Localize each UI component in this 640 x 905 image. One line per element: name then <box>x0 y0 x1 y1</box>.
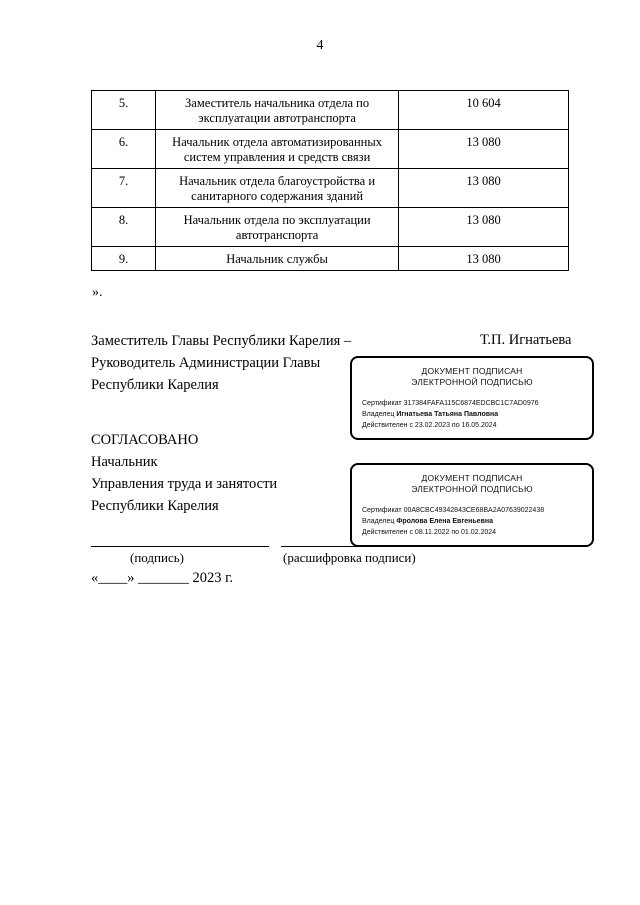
table-row <box>92 247 569 271</box>
deputy-title-line: Республики Карелия <box>91 377 219 393</box>
row-number: 5. <box>92 91 156 130</box>
agreed-line: Начальник <box>91 454 158 470</box>
decoding-line <box>281 546 581 547</box>
table-row <box>92 208 569 247</box>
salary-table <box>91 90 569 271</box>
signature-line <box>91 546 269 547</box>
stamp-certificate: Сертификат 317384FAFA115C6874EDCBC1C7AD0976 <box>362 400 539 407</box>
stamp-validity: Действителен с 23.02.2023 по 16.05.2024 <box>362 422 497 429</box>
decoding-caption: (расшифровка подписи) <box>283 550 416 565</box>
deputy-title-line: Заместитель Главы Республики Карелия – <box>91 333 352 349</box>
signature-lines <box>91 546 611 548</box>
row-number: 9. <box>92 247 156 271</box>
deputy-title-line: Руководитель Администрации Главы <box>91 355 321 371</box>
table-row <box>92 91 569 130</box>
stamp-owner: Владелец Игнатьева Татьяна Павловна <box>362 411 499 418</box>
row-position: Заместитель начальника отдела по эксплуатации автотранспорта <box>156 91 399 130</box>
row-number: 8. <box>92 208 156 247</box>
row-salary: 10 604 <box>399 91 569 130</box>
agreed-line: Республики Карелия <box>91 498 219 514</box>
e-signature-stamp <box>350 463 594 547</box>
row-position: Начальник отдела по эксплуатации автотранспорта <box>156 208 399 247</box>
deputy-title-block <box>91 330 351 396</box>
stamp-subtitle: ЭЛЕКТРОННОЙ ПОДПИСЬЮ <box>411 377 533 387</box>
page-number: 4 <box>316 38 324 53</box>
table-row <box>92 169 569 208</box>
stamp-owner: Владелец Фролова Елена Евгеньевна <box>362 518 493 525</box>
date-line: «____» _______ 2023 г. <box>91 570 234 586</box>
row-salary: 13 080 <box>399 169 569 208</box>
stamp-title: ДОКУМЕНТ ПОДПИСАН <box>421 473 523 483</box>
closing-quote: ». <box>92 285 103 300</box>
stamp-certificate: Сертификат 00A8CBC49342843CE68BA2A07639022438 <box>362 507 545 514</box>
row-position: Начальник отдела автоматизированных систем управления и средств связи <box>156 130 399 169</box>
agreed-line: Управления труда и занятости <box>91 476 278 492</box>
row-position: Начальник службы <box>156 247 399 271</box>
agreed-title: СОГЛАСОВАНО <box>91 432 199 448</box>
deputy-name: Т.П. Игнатьева <box>480 332 572 348</box>
row-salary: 13 080 <box>399 247 569 271</box>
row-number: 6. <box>92 130 156 169</box>
agreed-block <box>91 429 277 517</box>
row-salary: 13 080 <box>399 130 569 169</box>
row-salary: 13 080 <box>399 208 569 247</box>
stamp-subtitle: ЭЛЕКТРОННОЙ ПОДПИСЬЮ <box>411 484 533 494</box>
stamp-title: ДОКУМЕНТ ПОДПИСАН <box>421 366 523 376</box>
row-position: Начальник отдела благоустройства и санитарного содержания зданий <box>156 169 399 208</box>
signature-caption: (подпись) <box>130 550 184 565</box>
e-signature-stamp <box>350 356 594 440</box>
row-number: 7. <box>92 169 156 208</box>
table-row <box>92 130 569 169</box>
stamp-validity: Действителен с 08.11.2022 по 01.02.2024 <box>362 529 497 536</box>
